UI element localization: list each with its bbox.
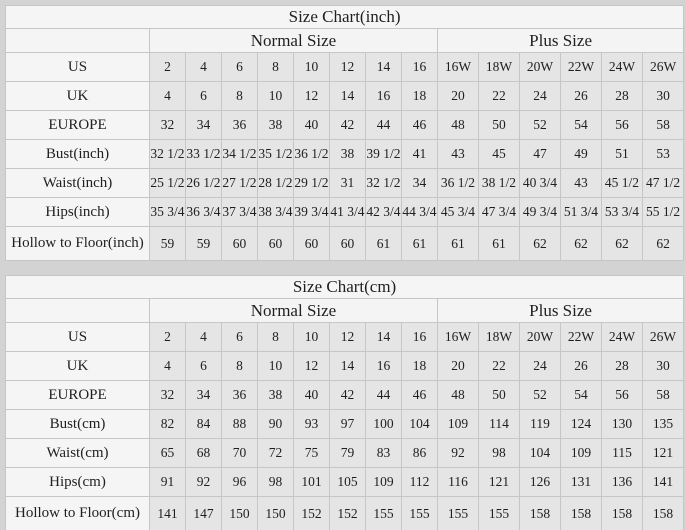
table-cell: 33 1/2	[186, 140, 222, 169]
row-label: Hips(cm)	[6, 468, 150, 497]
table-cell: 109	[366, 468, 402, 497]
table-cell: 150	[258, 497, 294, 530]
table-cell: 44	[366, 111, 402, 140]
table-cell: 35 3/4	[150, 198, 186, 227]
table-cell: 51	[602, 140, 643, 169]
table-cell: 38 1/2	[479, 169, 520, 198]
table-cell: 96	[222, 468, 258, 497]
table-cell: 131	[561, 468, 602, 497]
table-cell: 100	[366, 410, 402, 439]
table-cell: 45	[479, 140, 520, 169]
table-cell: 16	[366, 82, 402, 111]
table-row	[6, 169, 684, 198]
table-cell: 83	[366, 439, 402, 468]
table-cell: 10	[294, 323, 330, 352]
table-cell: 150	[222, 497, 258, 530]
table-cell: 14	[366, 53, 402, 82]
table-cell: 52	[520, 111, 561, 140]
table-cell: 36	[222, 111, 258, 140]
table-cell: 14	[330, 82, 366, 111]
table-cell: 24	[520, 82, 561, 111]
table-cell: 32 1/2	[150, 140, 186, 169]
table-cell: 41 3/4	[330, 198, 366, 227]
table-cell: 84	[186, 410, 222, 439]
table-cell: 2	[150, 323, 186, 352]
table-cell: 90	[258, 410, 294, 439]
table-cell: 38 3/4	[258, 198, 294, 227]
table-row	[6, 323, 684, 352]
normal-size-header: Normal Size	[150, 29, 438, 53]
table-cell: 42	[330, 111, 366, 140]
table-cell: 45 3/4	[438, 198, 479, 227]
table-cell: 42	[330, 381, 366, 410]
table-cell: 47 3/4	[479, 198, 520, 227]
table-cell: 126	[520, 468, 561, 497]
table-row	[6, 140, 684, 169]
table-header-row	[6, 29, 684, 53]
table-cell: 88	[222, 410, 258, 439]
size-chart-cm-table	[5, 275, 684, 530]
table-cell: 38	[258, 111, 294, 140]
table-cell: 42 3/4	[366, 198, 402, 227]
table-row	[6, 497, 684, 530]
row-label: Hollow to Floor(inch)	[6, 227, 150, 261]
table-cell: 124	[561, 410, 602, 439]
table-cell: 104	[402, 410, 438, 439]
table-row	[6, 82, 684, 111]
table-cell: 41	[402, 140, 438, 169]
table-cell: 51 3/4	[561, 198, 602, 227]
table-cell: 152	[294, 497, 330, 530]
table-cell: 59	[186, 227, 222, 261]
table-cell: 62	[520, 227, 561, 261]
table-cell: 39 1/2	[366, 140, 402, 169]
row-label: Hollow to Floor(cm)	[6, 497, 150, 530]
table-cell: 97	[330, 410, 366, 439]
table-cell: 121	[479, 468, 520, 497]
table-cell: 44 3/4	[402, 198, 438, 227]
table-cell: 47	[520, 140, 561, 169]
normal-size-header: Normal Size	[150, 299, 438, 323]
table-cell: 26W	[643, 323, 684, 352]
table-cell: 28 1/2	[258, 169, 294, 198]
table-cell: 32	[150, 111, 186, 140]
table-cell: 12	[330, 53, 366, 82]
table-cell: 10	[294, 53, 330, 82]
row-label: Bust(inch)	[6, 140, 150, 169]
table-cell: 47 1/2	[643, 169, 684, 198]
table-cell: 14	[366, 323, 402, 352]
table-cell: 22W	[561, 323, 602, 352]
table-cell: 37 3/4	[222, 198, 258, 227]
table-cell: 22	[479, 352, 520, 381]
table-cell: 50	[479, 111, 520, 140]
table-cell: 10	[258, 82, 294, 111]
table-cell: 112	[402, 468, 438, 497]
table-cell: 105	[330, 468, 366, 497]
table-cell: 49 3/4	[520, 198, 561, 227]
table-cell: 8	[258, 323, 294, 352]
table-cell: 54	[561, 381, 602, 410]
table-cell: 25 1/2	[150, 169, 186, 198]
table-cell: 116	[438, 468, 479, 497]
table-cell: 36 3/4	[186, 198, 222, 227]
table-cell: 27 1/2	[222, 169, 258, 198]
table-cell: 56	[602, 381, 643, 410]
table-cell: 18W	[479, 323, 520, 352]
table-cell: 54	[561, 111, 602, 140]
table-cell: 20	[438, 352, 479, 381]
table-cell: 6	[186, 352, 222, 381]
table-row	[6, 468, 684, 497]
table-cell: 39 3/4	[294, 198, 330, 227]
table-cell: 16W	[438, 323, 479, 352]
table-cell: 30	[643, 82, 684, 111]
table-cell: 61	[479, 227, 520, 261]
table-cell: 62	[561, 227, 602, 261]
table-cell: 91	[150, 468, 186, 497]
corner-cell	[6, 29, 150, 53]
table-cell: 60	[258, 227, 294, 261]
table-cell: 86	[402, 439, 438, 468]
table-cell: 61	[402, 227, 438, 261]
table-cell: 92	[438, 439, 479, 468]
table-cell: 43	[438, 140, 479, 169]
table-cell: 49	[561, 140, 602, 169]
table-header-row	[6, 299, 684, 323]
row-label: Waist(inch)	[6, 169, 150, 198]
table-cell: 34	[186, 111, 222, 140]
table-cell: 147	[186, 497, 222, 530]
table-cell: 4	[150, 82, 186, 111]
table-row	[6, 410, 684, 439]
table-cell: 14	[330, 352, 366, 381]
table-title-row	[6, 6, 684, 29]
row-label: UK	[6, 352, 150, 381]
table-cell: 121	[643, 439, 684, 468]
table-cell: 152	[330, 497, 366, 530]
table-cell: 8	[222, 352, 258, 381]
table-cell: 32 1/2	[366, 169, 402, 198]
table-row	[6, 352, 684, 381]
table-cell: 40 3/4	[520, 169, 561, 198]
table-cell: 53	[643, 140, 684, 169]
table-cell: 65	[150, 439, 186, 468]
table-row	[6, 53, 684, 82]
table-cell: 38	[258, 381, 294, 410]
table-cell: 155	[402, 497, 438, 530]
table-cell: 30	[643, 352, 684, 381]
table-cell: 82	[150, 410, 186, 439]
table-cell: 136	[602, 468, 643, 497]
table-cell: 10	[258, 352, 294, 381]
table-cell: 58	[643, 381, 684, 410]
table-cell: 70	[222, 439, 258, 468]
table-cell: 55 1/2	[643, 198, 684, 227]
table-cell: 135	[643, 410, 684, 439]
table-cell: 6	[222, 323, 258, 352]
table-cell: 72	[258, 439, 294, 468]
table-cell: 52	[520, 381, 561, 410]
table-cell: 16	[402, 323, 438, 352]
table-title: Size Chart(cm)	[6, 276, 684, 299]
table-cell: 12	[294, 352, 330, 381]
table-cell: 59	[150, 227, 186, 261]
table-cell: 8	[222, 82, 258, 111]
table-cell: 48	[438, 381, 479, 410]
table-cell: 34	[402, 169, 438, 198]
table-cell: 60	[222, 227, 258, 261]
row-label: Bust(cm)	[6, 410, 150, 439]
table-cell: 93	[294, 410, 330, 439]
table-cell: 79	[330, 439, 366, 468]
table-cell: 24	[520, 352, 561, 381]
table-cell: 46	[402, 111, 438, 140]
table-cell: 141	[150, 497, 186, 530]
table-row	[6, 198, 684, 227]
table-cell: 26	[561, 352, 602, 381]
row-label: Hips(inch)	[6, 198, 150, 227]
table-cell: 158	[561, 497, 602, 530]
table-cell: 26W	[643, 53, 684, 82]
table-cell: 109	[438, 410, 479, 439]
table-cell: 92	[186, 468, 222, 497]
table-cell: 158	[602, 497, 643, 530]
table-cell: 4	[150, 352, 186, 381]
table-cell: 61	[438, 227, 479, 261]
table-cell: 98	[258, 468, 294, 497]
table-cell: 28	[602, 82, 643, 111]
table-cell: 114	[479, 410, 520, 439]
table-cell: 16	[366, 352, 402, 381]
table-cell: 8	[258, 53, 294, 82]
table-cell: 2	[150, 53, 186, 82]
table-cell: 155	[479, 497, 520, 530]
table-row	[6, 439, 684, 468]
table-cell: 115	[602, 439, 643, 468]
table-cell: 29 1/2	[294, 169, 330, 198]
table-cell: 16	[402, 53, 438, 82]
size-chart-inch-table	[5, 5, 684, 261]
table-cell: 60	[330, 227, 366, 261]
table-cell: 26 1/2	[186, 169, 222, 198]
table-cell: 141	[643, 468, 684, 497]
table-cell: 155	[438, 497, 479, 530]
table-cell: 60	[294, 227, 330, 261]
table-cell: 101	[294, 468, 330, 497]
table-cell: 44	[366, 381, 402, 410]
table-cell: 130	[602, 410, 643, 439]
row-label: Waist(cm)	[6, 439, 150, 468]
table-cell: 43	[561, 169, 602, 198]
table-cell: 6	[222, 53, 258, 82]
table-cell: 62	[643, 227, 684, 261]
table-title-row	[6, 276, 684, 299]
table-cell: 18	[402, 352, 438, 381]
table-cell: 40	[294, 381, 330, 410]
table-row	[6, 381, 684, 410]
table-cell: 58	[643, 111, 684, 140]
table-cell: 158	[520, 497, 561, 530]
row-label: EUROPE	[6, 381, 150, 410]
table-cell: 4	[186, 53, 222, 82]
table-cell: 16W	[438, 53, 479, 82]
table-cell: 109	[561, 439, 602, 468]
row-label: US	[6, 323, 150, 352]
table-cell: 158	[643, 497, 684, 530]
table-cell: 12	[294, 82, 330, 111]
table-cell: 18W	[479, 53, 520, 82]
table-cell: 36	[222, 381, 258, 410]
table-cell: 18	[402, 82, 438, 111]
table-cell: 61	[366, 227, 402, 261]
table-cell: 98	[479, 439, 520, 468]
table-cell: 46	[402, 381, 438, 410]
table-cell: 38	[330, 140, 366, 169]
table-cell: 6	[186, 82, 222, 111]
table-cell: 36 1/2	[438, 169, 479, 198]
table-cell: 119	[520, 410, 561, 439]
row-label: US	[6, 53, 150, 82]
table-cell: 53 3/4	[602, 198, 643, 227]
table-cell: 24W	[602, 323, 643, 352]
table-cell: 20W	[520, 323, 561, 352]
table-cell: 4	[186, 323, 222, 352]
table-row	[6, 111, 684, 140]
table-row	[6, 227, 684, 261]
table-cell: 24W	[602, 53, 643, 82]
table-cell: 22W	[561, 53, 602, 82]
corner-cell	[6, 299, 150, 323]
table-cell: 31	[330, 169, 366, 198]
table-cell: 104	[520, 439, 561, 468]
table-cell: 50	[479, 381, 520, 410]
table-cell: 32	[150, 381, 186, 410]
table-cell: 62	[602, 227, 643, 261]
table-cell: 40	[294, 111, 330, 140]
row-label: UK	[6, 82, 150, 111]
table-cell: 20	[438, 82, 479, 111]
table-cell: 68	[186, 439, 222, 468]
table-title: Size Chart(inch)	[6, 6, 684, 29]
table-cell: 26	[561, 82, 602, 111]
table-cell: 28	[602, 352, 643, 381]
table-cell: 34	[186, 381, 222, 410]
table-cell: 36 1/2	[294, 140, 330, 169]
table-cell: 35 1/2	[258, 140, 294, 169]
table-cell: 155	[366, 497, 402, 530]
plus-size-header: Plus Size	[438, 29, 684, 53]
table-cell: 48	[438, 111, 479, 140]
table-cell: 75	[294, 439, 330, 468]
table-cell: 22	[479, 82, 520, 111]
table-cell: 34 1/2	[222, 140, 258, 169]
table-cell: 56	[602, 111, 643, 140]
plus-size-header: Plus Size	[438, 299, 684, 323]
table-cell: 20W	[520, 53, 561, 82]
table-cell: 45 1/2	[602, 169, 643, 198]
row-label: EUROPE	[6, 111, 150, 140]
table-cell: 12	[330, 323, 366, 352]
